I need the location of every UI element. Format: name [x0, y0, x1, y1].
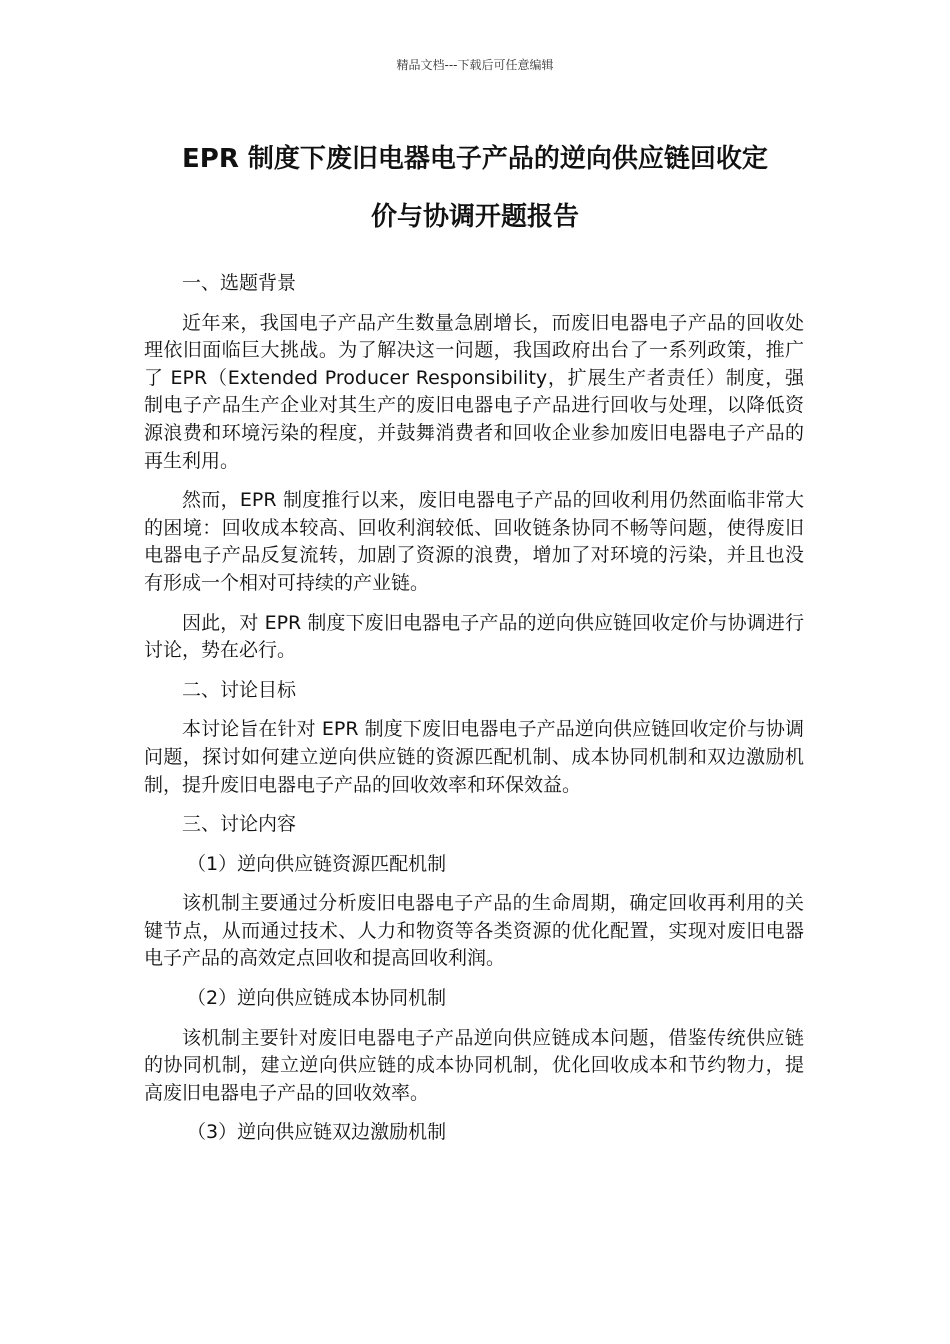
- section-heading-background: 一、选题背景: [182, 272, 297, 294]
- paragraph-resource-matching: 该机制主要通过分析废旧电器电子产品的生命周期，确定回收再利用的关键节点，从而通过技术、人力和物资等各类资源的优化配置，实现对废旧电器电子产品的高效定点回收和提高回收利润。: [144, 892, 804, 970]
- paragraph-cost-coordination: 该机制主要针对废旧电器电子产品逆向供应链成本问题，借鉴传统供应链的协同机制，建立逆向供应链的成本协同机制，优化回收成本和节约物力，提高废旧电器电子产品的回收效率。: [144, 1026, 804, 1104]
- paragraph-background-3: 因此，对 EPR 制度下废旧电器电子产品的逆向供应链回收定价与协调进行讨论，势在必行。: [144, 611, 804, 662]
- subheading-resource-matching: （1）逆向供应链资源匹配机制: [187, 852, 447, 875]
- section-heading-objectives: 二、讨论目标: [182, 678, 297, 701]
- header-note: 精品文档---下载后可任意编辑: [396, 58, 554, 72]
- document-title: [120, 130, 830, 246]
- paragraph-objectives: 本讨论旨在针对 EPR 制度下废旧电器电子产品逆向供应链回收定价与协调问题，探讨如何建立逆向供应链的资源匹配机制、成本协同机制和双边激励机制，提升废旧电器电子产品的回收效率和环保效益。: [144, 718, 804, 796]
- paragraph-background-1: 近年来，我国电子产品产生数量急剧增长，而废旧电器电子产品的回收处理依旧面临巨大挑战。为了解决这一问题，我国政府出台了一系列政策，推广了 EPR（Extended Producer Responsibility，扩展生产者责任）制度，强制电子产品生产企业对其生产的废旧电器电子产品进行回收与处理，以降低资源浪费和环境污染的程度，并鼓舞消费者和回收企业参加废旧电器电子产品的再生利用。: [144, 311, 804, 472]
- section-heading-content: 三、讨论内容: [182, 813, 297, 836]
- title-line-2: 价与协调开题报告: [370, 202, 579, 232]
- subheading-bilateral-incentive: （3）逆向供应链双边激励机制: [187, 1121, 447, 1144]
- subheading-cost-coordination: （2）逆向供应链成本协同机制: [187, 987, 447, 1010]
- paragraph-background-2: 然而，EPR 制度推行以来，废旧电器电子产品的回收利用仍然面临非常大的困境：回收成本较高、回收利润较低、回收链条协同不畅等问题，使得废旧电器电子产品反复流转，加剧了资源的浪费，增加了对环境的污染，并且也没有形成一个相对可持续的产业链。: [144, 489, 804, 594]
- title-line-1: EPR 制度下废旧电器电子产品的逆向供应链回收定: [182, 144, 768, 174]
- document-body: [144, 270, 804, 1159]
